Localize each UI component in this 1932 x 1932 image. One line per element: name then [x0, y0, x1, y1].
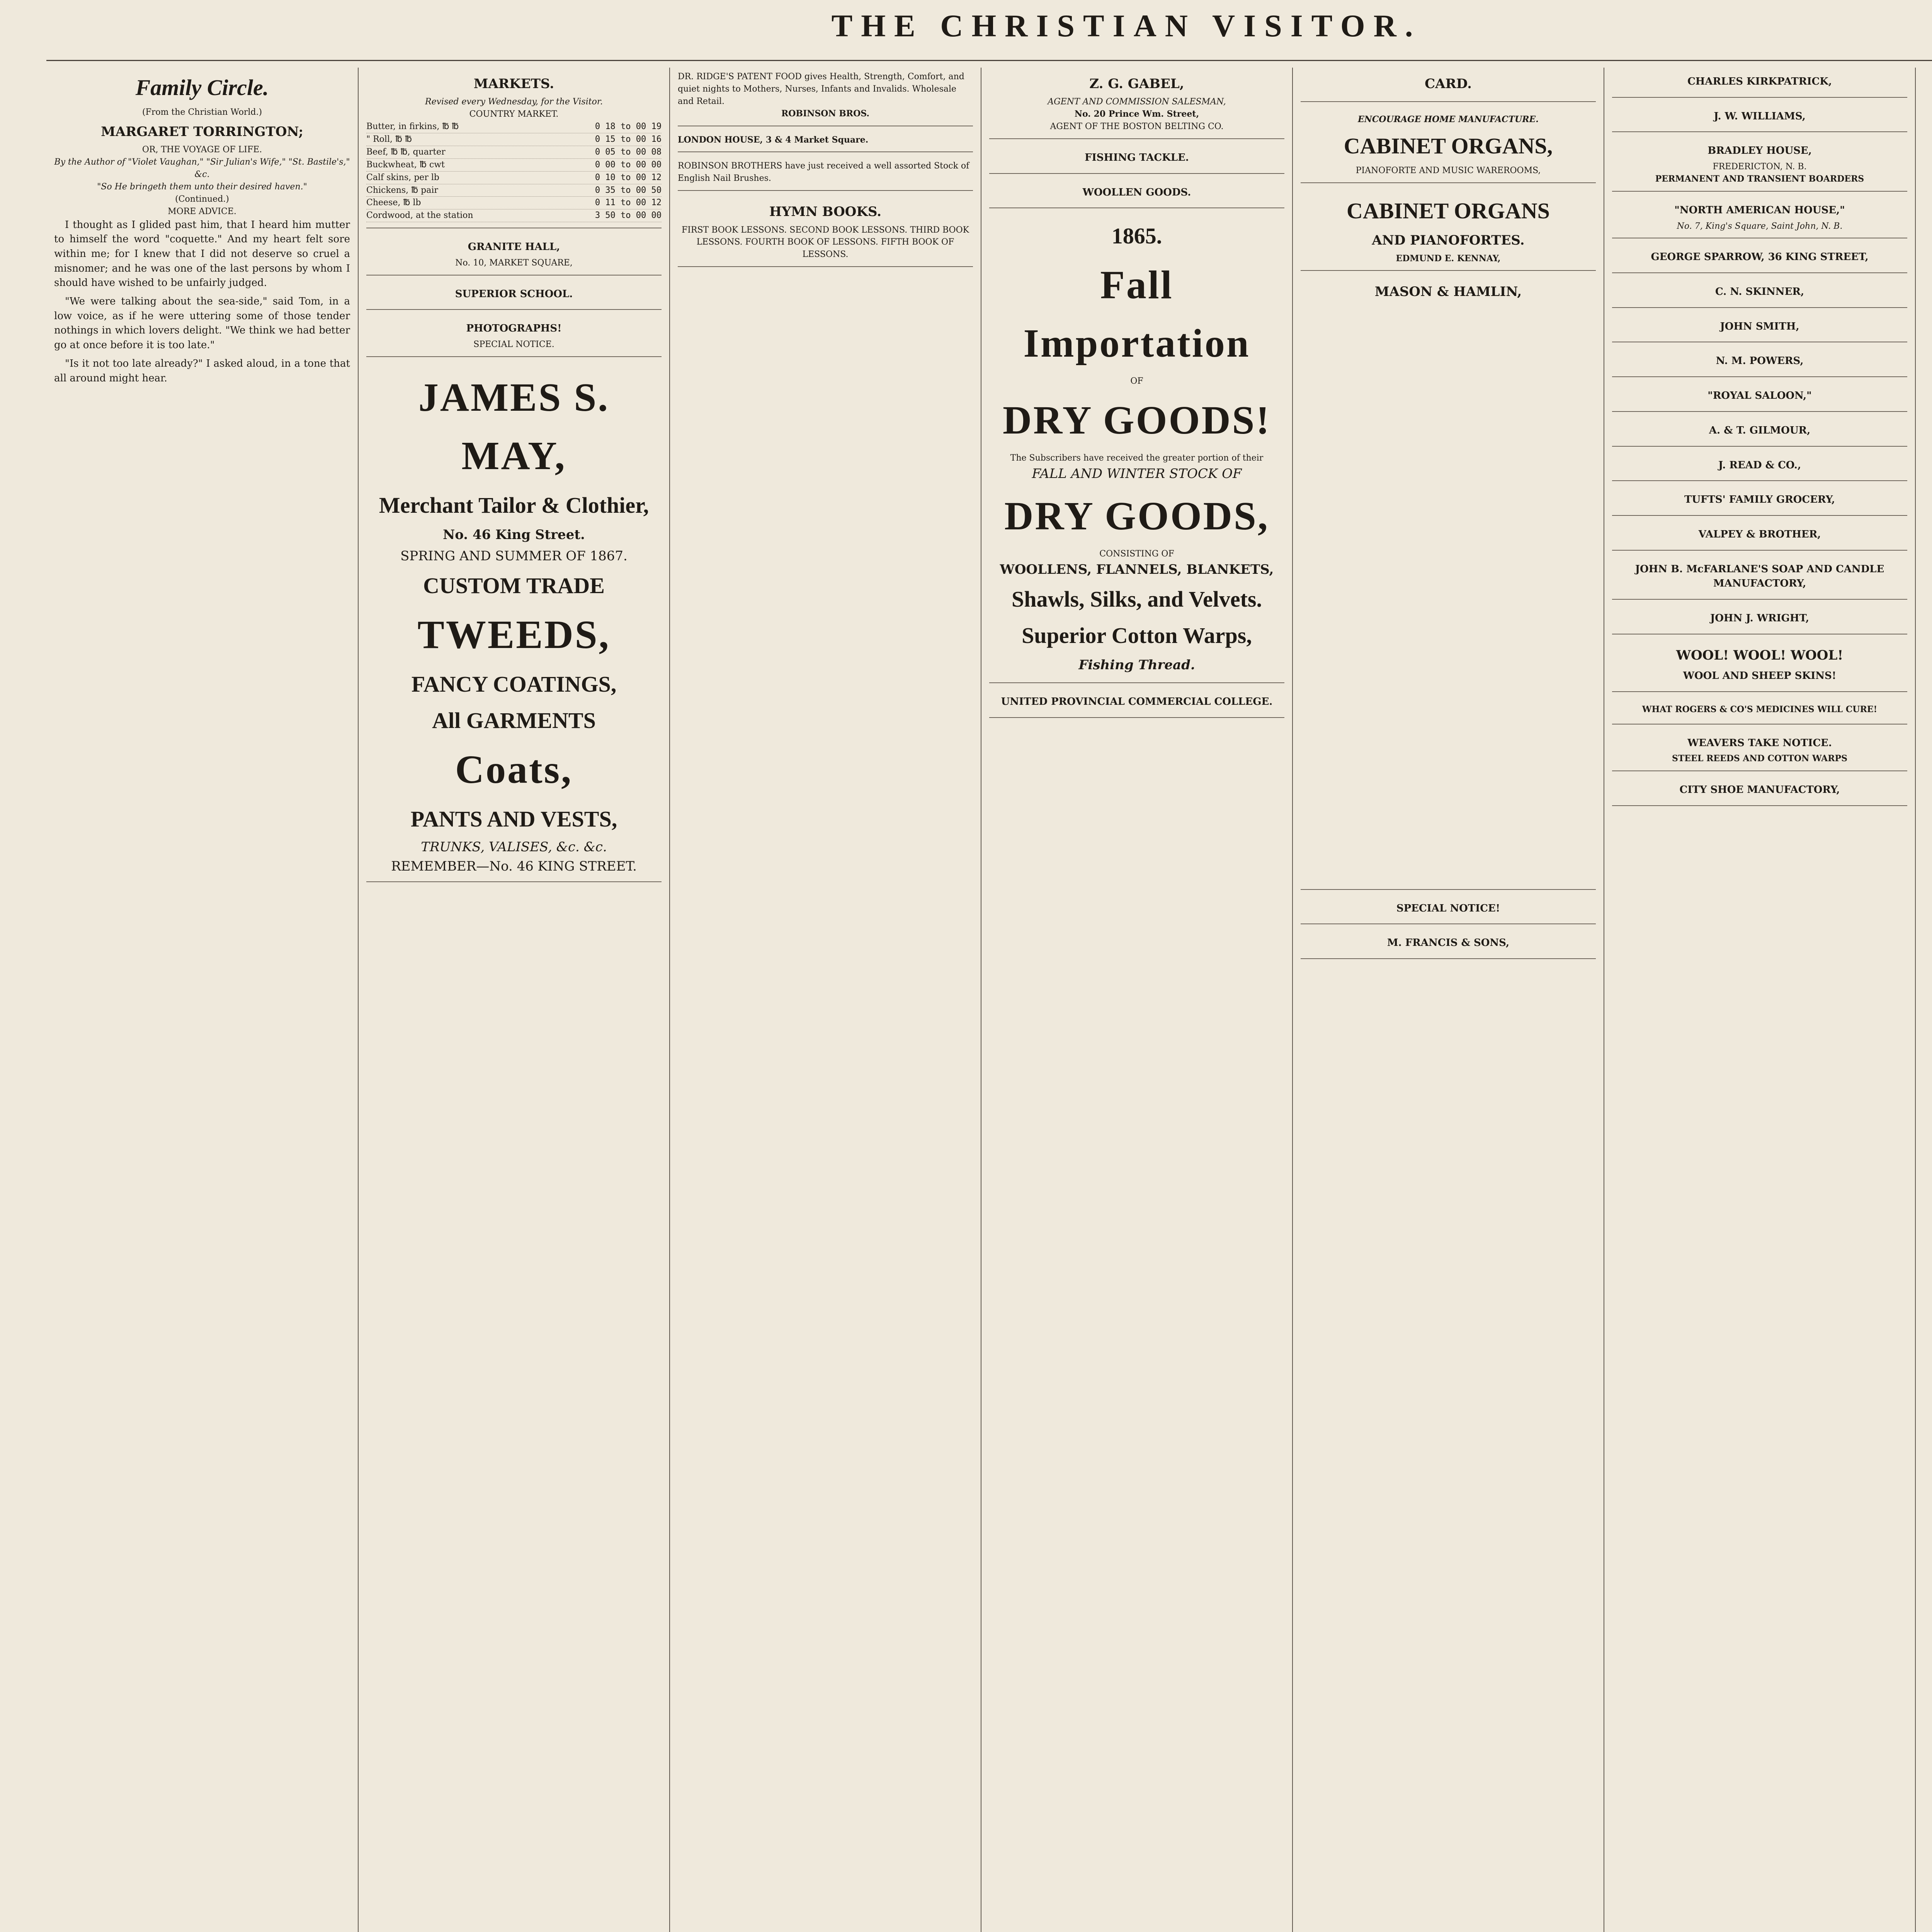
gabel-address: No. 20 Prince Wm. Street, [1074, 109, 1199, 119]
college-title: UNITED PROVINCIAL COMMERCIAL COLLEGE. [1001, 696, 1273, 708]
north-american-house-ad [1612, 196, 1907, 239]
family-circle-heading: Family Circle. [135, 75, 269, 100]
fall-year: 1865. [1111, 223, 1162, 249]
story-title: MARGARET TORRINGTON; [101, 124, 303, 139]
kings-square-line: No. 7, King's Square, Saint John, N. B. [1677, 221, 1843, 231]
fishing-thread-heading: Fishing Thread. [1078, 657, 1195, 673]
mason-hamlin-body [1301, 304, 1596, 884]
skinner-title: C. N. SKINNER, [1715, 286, 1804, 298]
shawls-heading: Shawls, Silks, and Velvets. [1012, 586, 1262, 612]
photographs-title: PHOTOGRAPHS! [466, 323, 562, 335]
fall-importation-title: Fall Importation [1023, 263, 1250, 366]
james-may-address: No. 46 King Street. [443, 527, 585, 543]
gabel-agent: AGENT OF THE BOSTON BELTING CO. [1050, 122, 1224, 132]
markets-block [366, 68, 662, 228]
remember-line: REMEMBER—No. 46 KING STREET. [391, 858, 637, 874]
london-house-ad [678, 131, 973, 153]
steel-reeds-line: STEEL REEDS AND COTTON WARPS [1672, 753, 1847, 764]
dry-goods-secondary: DRY GOODS, [1004, 493, 1269, 538]
column-5 [1292, 68, 1604, 1932]
column-4 [981, 68, 1292, 1932]
fishing-tackle-ad [989, 144, 1284, 174]
photographs-ad [366, 315, 662, 357]
kennay-name: EDMUND E. KENNAY, [1396, 253, 1501, 264]
masthead [0, 8, 1932, 50]
sparrow-title: GEORGE SPARROW, 36 KING STREET, [1651, 251, 1869, 263]
dry-goods-title: DRY GOODS! [1002, 398, 1271, 442]
soap-ad [1612, 555, 1907, 600]
garments-heading: All GARMENTS [432, 708, 596, 733]
tweeds-heading: TWEEDS, [417, 612, 611, 657]
fishing-tackle-title: FISHING TACKLE. [1085, 151, 1189, 163]
ridges-food-ad [678, 68, 973, 126]
ridges-food-seller: ROBINSON BROS. [781, 108, 870, 119]
robinson-brothers-text: ROBINSON BROTHERS have just received a well assorted Stock of English Nail Brushes. [678, 161, 969, 184]
wright-ad [1612, 604, 1907, 634]
gabel-role: AGENT AND COMMISSION SALESMAN, [1048, 97, 1226, 107]
medicines-ad [1612, 697, 1907, 724]
market-row: Cheese, ℔ lb 0 11 to 00 12 [366, 197, 662, 209]
weavers-title: WEAVERS TAKE NOTICE. [1687, 737, 1832, 749]
story-continued: (Continued.) [175, 194, 229, 204]
column-6 [1604, 68, 1915, 1932]
column-1 [46, 68, 358, 1932]
home-manufacture-ad [1301, 107, 1596, 183]
williams-ad [1612, 102, 1907, 133]
superior-school-title: SUPERIOR SCHOOL. [455, 288, 573, 300]
newspaper-title: THE CHRISTIAN VISITOR. [831, 8, 1422, 43]
granite-hall-address: No. 10, MARKET SQUARE, [455, 258, 573, 268]
city-shoe-ad [1612, 776, 1907, 806]
markets-title: MARKETS. [473, 76, 554, 92]
weavers-ad [1612, 729, 1907, 772]
woollens-line: WOOLLENS, FLANNELS, BLANKETS, [1000, 561, 1274, 577]
story-paragraph: I thought as I glided past him, that I heard him mutter to himself the word "coquette." And my heart felt sore within me; for I knew that I did not deserve so cruel a misnomer; and he was one of the last persons by whom I should have wished to be unfairly judged. [54, 219, 350, 289]
powers-ad [1612, 347, 1907, 377]
custom-trade-heading: CUSTOM TRADE [423, 573, 605, 599]
wool-subtitle: WOOL AND SHEEP SKINS! [1683, 670, 1837, 682]
valpey-ad [1612, 520, 1907, 551]
masthead-rule [46, 60, 1932, 61]
james-may-ad [366, 362, 662, 882]
special-notice-ad [1301, 895, 1596, 925]
cabinet-organs-secondary: CABINET ORGANS [1347, 198, 1550, 224]
royal-saloon-title: "ROYAL SALOON," [1708, 390, 1812, 402]
story-body [54, 218, 350, 386]
story-epigraph: "So He bringeth them unto their desired haven." [97, 182, 307, 192]
francis-ad [1301, 929, 1596, 959]
gilmour-title: A. & T. GILMOUR, [1709, 424, 1811, 436]
valpey-title: VALPEY & BROTHER, [1698, 528, 1821, 540]
granite-hall-ad [366, 233, 662, 276]
woollen-goods-title: WOOLLEN GOODS. [1082, 186, 1191, 198]
superior-school-ad [366, 280, 662, 310]
market-row: Chickens, ℔ pair 0 35 to 00 50 [366, 184, 662, 197]
markets-sub-heading: COUNTRY MARKET. [469, 109, 559, 119]
markets-subtitle: Revised every Wednesday, for the Visitor. [425, 97, 603, 107]
bradley-house-ad [1612, 137, 1907, 191]
soap-title: JOHN B. McFARLANE'S SOAP AND CANDLE MANUFACTORY, [1635, 563, 1884, 590]
photographs-sub: SPECIAL NOTICE. [473, 340, 554, 350]
market-row: " Roll, ℔ ℔ 0 15 to 00 16 [366, 133, 662, 146]
hymn-books-ad [678, 196, 973, 267]
sparrow-ad [1612, 243, 1907, 273]
woollen-goods-ad [989, 179, 1284, 209]
fall-winter-stock: FALL AND WINTER STOCK OF [1032, 466, 1242, 481]
read-title: J. READ & CO., [1718, 459, 1801, 471]
cotton-warps-heading: Superior Cotton Warps, [1022, 622, 1252, 648]
market-row: Calf skins, per lb 0 10 to 00 12 [366, 172, 662, 184]
column-7 [1915, 68, 1932, 1932]
gabel-ad [989, 68, 1284, 139]
kirkpatrick-title: CHARLES KIRKPATRICK, [1687, 76, 1832, 87]
wright-title: JOHN J. WRIGHT, [1710, 612, 1809, 624]
market-row: Beef, ℔ ℔, quarter 0 05 to 00 08 [366, 146, 662, 159]
cabinet-organs-title: CABINET ORGANS, [1344, 133, 1553, 159]
hymn-books-title: HYMN BOOKS. [769, 204, 882, 220]
lessons-list: FIRST BOOK LESSONS. SECOND BOOK LESSONS. THIRD BOOK LESSONS. FOURTH BOOK OF LESSONS. FIFTH BOOK OF LESSONS. [681, 225, 969, 260]
kennay-ad [1301, 188, 1596, 271]
robinson-brothers-ad [678, 157, 973, 191]
james-may-season: SPRING AND SUMMER OF 1867. [400, 548, 628, 564]
story-byline: By the Author of "Violet Vaughan," "Sir Julian's Wife," "St. Bastile's," &c. [54, 157, 350, 180]
story-section-title: MORE ADVICE. [168, 206, 236, 216]
james-may-role: Merchant Tailor & Clothier, [379, 492, 649, 518]
consisting-of: CONSISTING OF [1099, 549, 1174, 559]
james-may-name: JAMES S. MAY, [418, 375, 610, 478]
fancy-coatings-heading: FANCY COATINGS, [411, 672, 617, 697]
fall-importation-ad [989, 213, 1284, 683]
smith-ad [1612, 313, 1907, 343]
read-ad [1612, 451, 1907, 481]
gilmour-ad [1612, 417, 1907, 447]
wool-title: WOOL! WOOL! WOOL! [1676, 647, 1844, 663]
skinner-ad [1612, 278, 1907, 308]
kirkpatrick-ad [1612, 68, 1907, 98]
tufts-title: TUFTS' FAMILY GROCERY, [1684, 494, 1835, 506]
powers-title: N. M. POWERS, [1716, 355, 1804, 367]
tufts-ad [1612, 486, 1907, 516]
london-house-text: LONDON HOUSE, 3 & 4 Market Square. [678, 134, 869, 145]
north-american-title: "NORTH AMERICAN HOUSE," [1674, 204, 1845, 216]
column-3 [669, 68, 981, 1932]
card-title: CARD. [1425, 76, 1472, 92]
market-row: Butter, in firkins, ℔ ℔ 0 18 to 00 19 [366, 121, 662, 133]
market-row: Buckwheat, ℔ cwt 0 00 to 00 00 [366, 159, 662, 172]
fall-of: OF [1130, 376, 1143, 386]
story-subtitle: OR, THE VOYAGE OF LIFE. [142, 145, 262, 155]
column-2 [358, 68, 669, 1932]
college-ad [989, 688, 1284, 718]
story-paragraph: "Is it not too late already?" I asked aloud, in a tone that all around might hear. [54, 357, 350, 384]
royal-saloon-ad [1612, 382, 1907, 412]
special-notice-title: SPECIAL NOTICE! [1396, 902, 1500, 914]
dry-goods-sub: The Subscribers have received the greater portion of their [1010, 453, 1264, 463]
boarders-line: PERMANENT AND TRANSIENT BOARDERS [1655, 173, 1864, 184]
pianoforte-warerooms: PIANOFORTE AND MUSIC WAREROOMS, [1355, 166, 1541, 176]
mason-hamlin-ad [1301, 276, 1596, 889]
smith-title: JOHN SMITH, [1720, 320, 1799, 332]
pants-vests-heading: PANTS AND VESTS, [410, 806, 617, 832]
story-paragraph: "We were talking about the sea-side," said Tom, in a low voice, as if he were uttering some of those tender nothings in which lovers delight. "We think we had better go at once before it is too late." [54, 296, 350, 351]
ridges-food-text: DR. RIDGE'S PATENT FOOD gives Health, Strength, Comfort, and quiet nights to Mothers, Nurses, Infants and Invalids. Wholesale and Retail. [678, 72, 964, 106]
mason-hamlin-title: MASON & HAMLIN, [1374, 284, 1522, 300]
coats-heading: Coats, [455, 747, 573, 792]
story-source: (From the Christian World.) [142, 107, 262, 117]
francis-title: M. FRANCIS & SONS, [1387, 937, 1510, 949]
market-row: Cordwood, at the station 3 50 to 00 00 [366, 209, 662, 222]
gabel-name: Z. G. GABEL, [1089, 76, 1184, 92]
pianofortes-title: AND PIANOFORTES. [1372, 233, 1525, 248]
wool-ad [1612, 639, 1907, 692]
williams-title: J. W. WILLIAMS, [1714, 110, 1806, 122]
city-shoe-title: CITY SHOE MANUFACTORY, [1679, 784, 1840, 796]
bradley-house-title: BRADLEY HOUSE, [1708, 145, 1812, 157]
card-ad [1301, 68, 1596, 102]
granite-hall-title: GRANITE HALL, [468, 241, 560, 253]
trunks-line: TRUNKS, VALISES, &c. &c. [421, 839, 607, 855]
home-manufacture-title: ENCOURAGE HOME MANUFACTURE. [1358, 114, 1539, 125]
fredericton-line: FREDERICTON, N. B. [1713, 162, 1807, 172]
medicines-title: WHAT ROGERS & CO'S MEDICINES WILL CURE! [1642, 704, 1878, 714]
